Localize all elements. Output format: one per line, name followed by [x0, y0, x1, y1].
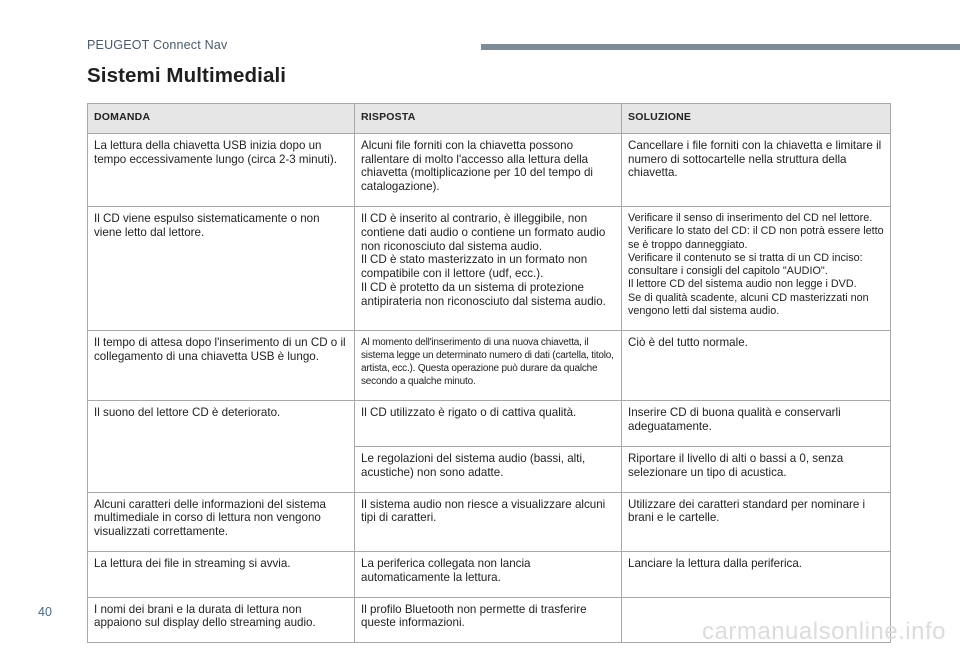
header-bar	[481, 44, 960, 50]
cell-soluzione: Inserire CD di buona qualità e conservarli adeguatamente.	[622, 401, 891, 447]
cell-domanda: Alcuni caratteri delle informazioni del sistema multimediale in corso di lettura non vengono visualizzati correttamente.	[88, 492, 355, 551]
cell-soluzione: Ciò è del tutto normale.	[622, 331, 891, 401]
cell-soluzione: Cancellare i file forniti con la chiavetta e limitare il numero di sottocartelle nella struttura della chiavetta.	[622, 133, 891, 206]
cell-domanda: La lettura della chiavetta USB inizia dopo un tempo eccessivamente lungo (circa 2-3 minuti).	[88, 133, 355, 206]
cell-domanda: Il tempo di attesa dopo l'inserimento di un CD o il collegamento di una chiavetta USB è lungo.	[88, 331, 355, 401]
column-header-risposta: RISPOSTA	[355, 104, 622, 134]
table-row	[88, 492, 891, 551]
column-header-domanda: DOMANDA	[88, 104, 355, 134]
cell-risposta: Il profilo Bluetooth non permette di trasferire queste informazioni.	[355, 597, 622, 643]
cell-risposta: Al momento dell'inserimento di una nuova chiavetta, il sistema legge un determinato numero di dati (cartella, titolo, artista, ecc.). Questa operazione può durare da qualche secondo a qualche minuto.	[355, 331, 622, 401]
page-title: Sistemi Multimediali	[87, 64, 287, 87]
table-row	[88, 401, 891, 447]
cell-risposta: Il CD è inserito al contrario, è illeggibile, non contiene dati audio o contiene un formato audio non riconosciuto dal sistema audio. Il CD è stato masterizzato in un formato non compatibile con il lettore (udf, ecc.). Il CD è protetto da un sistema di protezione antipirateria non riconosciuto dal sistema audio.	[355, 206, 622, 330]
cell-domanda: I nomi dei brani e la durata di lettura non appaiono sul display dello streaming audio.	[88, 597, 355, 643]
cell-domanda: Il suono del lettore CD è deteriorato.	[88, 401, 355, 492]
table-row	[88, 331, 891, 401]
table-row	[88, 133, 891, 206]
cell-soluzione: Verificare il senso di inserimento del CD nel lettore. Verificare lo stato del CD: il CD non potrà essere letto se è troppo danneggiato. Verificare il contenuto se si tratta di un CD inciso: consultare i consigli del capitolo "AUDIO". Il lettore CD del sistema audio non legge i DVD. Se di qualità scadente, alcuni CD masterizzati non vengono letti dal sistema audio.	[622, 206, 891, 330]
table-header-row	[88, 104, 891, 134]
cell-risposta: Alcuni file forniti con la chiavetta possono rallentare di molto l'accesso alla lettura della chiavetta (moltiplicazione per 10 del tempo di catalogazione).	[355, 133, 622, 206]
cell-domanda: Il CD viene espulso sistematicamente o non viene letto dal lettore.	[88, 206, 355, 330]
troubleshooting-table	[87, 103, 891, 643]
cell-risposta: Le regolazioni del sistema audio (bassi, alti, acustiche) non sono adatte.	[355, 446, 622, 492]
watermark: carmanualsonline.info	[702, 618, 946, 645]
cell-risposta: La periferica collegata non lancia automaticamente la lettura.	[355, 551, 622, 597]
cell-soluzione: Lanciare la lettura dalla periferica.	[622, 551, 891, 597]
table-row	[88, 551, 891, 597]
column-header-soluzione: SOLUZIONE	[622, 104, 891, 134]
cell-domanda: La lettura dei file in streaming si avvia.	[88, 551, 355, 597]
cell-soluzione: Riportare il livello di alti o bassi a 0, senza selezionare un tipo di acustica.	[622, 446, 891, 492]
cell-risposta: Il CD utilizzato è rigato o di cattiva qualità.	[355, 401, 622, 447]
table-row	[88, 206, 891, 330]
page-number: 40	[38, 605, 52, 619]
cell-risposta: Il sistema audio non riesce a visualizzare alcuni tipi di caratteri.	[355, 492, 622, 551]
document-header-label: PEUGEOT Connect Nav	[87, 38, 228, 52]
cell-soluzione: Utilizzare dei caratteri standard per nominare i brani e le cartelle.	[622, 492, 891, 551]
